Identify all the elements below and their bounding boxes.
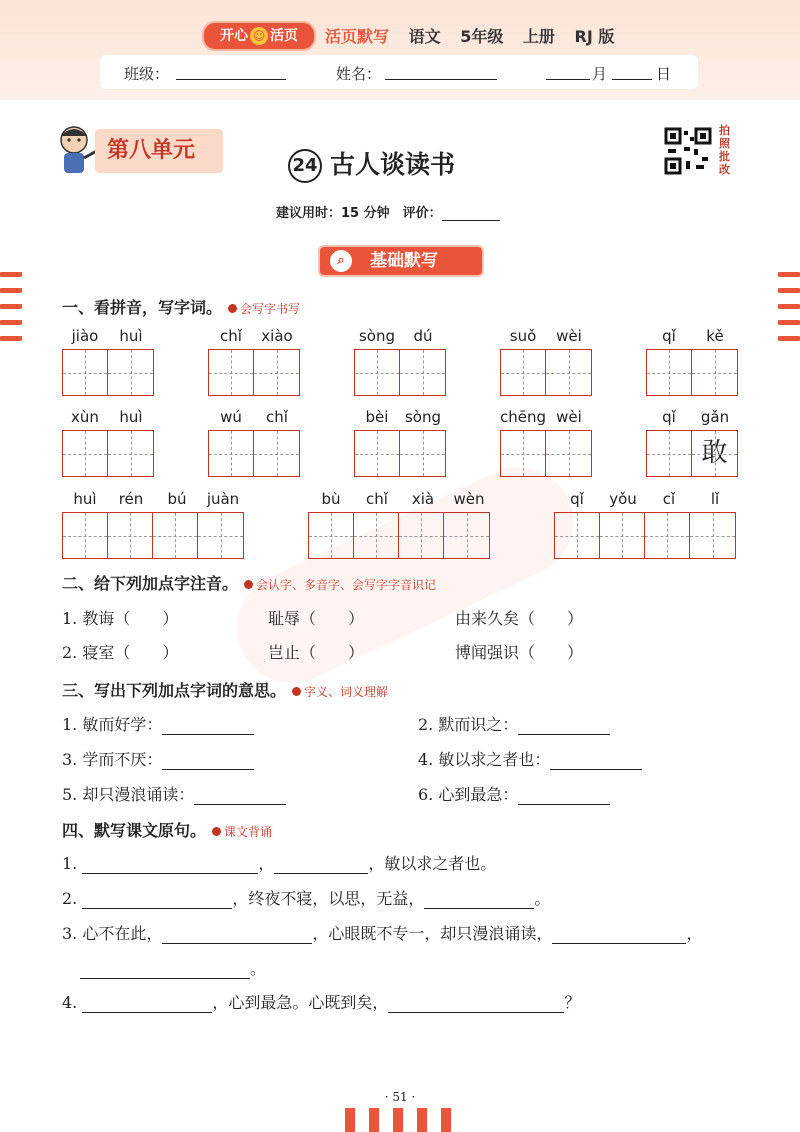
q3-title: 三、写出下列加点字词的意思。 字义、词义理解	[62, 681, 389, 700]
answer-blank[interactable]	[424, 890, 534, 909]
pinyin-label: xiào	[261, 327, 293, 345]
character-grid	[354, 430, 446, 477]
q2-item[interactable]: 岂止（ ）	[268, 643, 365, 662]
pinyin-label: huì	[119, 327, 143, 345]
pinyin-label: lǐ	[710, 490, 720, 508]
q1-tag: 会写字书写	[228, 302, 300, 316]
pinyin-label: sòng	[404, 408, 442, 426]
q2-item[interactable]: 耻辱（ ）	[268, 609, 365, 628]
q2-tag: 会认字、多音字、会写字字音识记	[244, 578, 436, 592]
section-badge: ⌕ 基础默写	[318, 245, 484, 277]
pinyin-label: wèi	[556, 327, 582, 345]
character-grid	[500, 349, 592, 396]
writing-cell[interactable]	[400, 350, 445, 395]
writing-cell[interactable]	[108, 350, 153, 395]
writing-cell[interactable]	[501, 431, 546, 476]
q4-line-3-cont: 。	[80, 956, 266, 979]
pinyin-label: chǐ	[266, 408, 288, 426]
writing-cell[interactable]	[254, 350, 299, 395]
writing-cell[interactable]	[444, 513, 489, 558]
writing-cell[interactable]	[355, 350, 400, 395]
writing-cell[interactable]	[63, 350, 108, 395]
character-grid	[554, 512, 736, 559]
writing-cell[interactable]	[400, 431, 445, 476]
series-info	[325, 24, 628, 47]
subject: 语文	[408, 27, 441, 46]
pinyin-label: huì	[119, 408, 143, 426]
student-info-bar	[100, 55, 698, 89]
edition: RJ 版	[574, 27, 615, 46]
pinyin-label: chēng	[500, 408, 547, 426]
name-field[interactable]	[385, 63, 497, 80]
q4-line-4: 4. ，心到最急。心既到矣， ？	[62, 993, 581, 1012]
writing-cell[interactable]	[399, 513, 444, 558]
pinyin-label: rén	[118, 490, 144, 508]
pinyin-label: chǐ	[220, 327, 242, 345]
pinyin-label: dú	[413, 327, 433, 345]
writing-cell[interactable]	[108, 513, 153, 558]
writing-cell[interactable]	[546, 350, 591, 395]
pinyin-label: bèi	[365, 408, 389, 426]
pinyin-label: wèi	[556, 408, 582, 426]
character-grid	[208, 349, 300, 396]
pinyin-label: bù	[321, 490, 341, 508]
brand-logo: 开心 ☺ 活页	[202, 21, 316, 51]
answer-blank[interactable]	[550, 751, 642, 770]
scan-to-grade-label: 拍照批改	[719, 124, 730, 176]
q4-line-3: 3. 心不在此， ，心眼既不专一，却只漫浪诵读， ，	[62, 924, 703, 943]
q2-item[interactable]: 1. 教诲（ ）	[62, 609, 179, 628]
writing-cell[interactable]	[309, 513, 354, 558]
q4-title: 四、默写课文原句。 课文背诵	[62, 821, 273, 840]
writing-cell[interactable]	[153, 513, 198, 558]
pinyin-label: suǒ	[509, 327, 537, 345]
left-margin-bars	[0, 272, 22, 352]
class-field[interactable]	[176, 63, 286, 80]
q3-item: 2. 默而识之：	[418, 712, 610, 735]
q2-item[interactable]: 2. 寝室（ ）	[62, 643, 179, 662]
writing-cell[interactable]	[209, 350, 254, 395]
answer-blank[interactable]	[388, 994, 564, 1013]
writing-cell[interactable]	[546, 431, 591, 476]
writing-cell[interactable]	[690, 513, 735, 558]
right-margin-bars	[778, 272, 800, 352]
suggested-time: 建议用时：15 分钟 评价：	[276, 202, 500, 221]
character-grid	[500, 430, 592, 477]
q3-tag: 字义、词义理解	[292, 685, 388, 699]
evaluation-field[interactable]	[442, 204, 500, 221]
writing-cell[interactable]	[209, 431, 254, 476]
pinyin-label: qǐ	[662, 327, 676, 345]
character-grid	[354, 349, 446, 396]
footer-bars	[345, 1108, 465, 1132]
q4-line-2: 2. ，终夜不寝，以思，无益， 。	[62, 889, 551, 908]
writing-cell[interactable]	[647, 431, 692, 476]
pinyin-label: huì	[73, 490, 97, 508]
q4-tag: 课文背诵	[212, 825, 272, 839]
answer-blank[interactable]	[82, 994, 212, 1013]
series-name: 活页默写	[325, 27, 390, 46]
writing-cell[interactable]	[501, 350, 546, 395]
answer-blank[interactable]	[518, 786, 610, 805]
pinyin-label: gǎn	[700, 408, 730, 426]
answer-blank[interactable]	[194, 786, 286, 805]
answer-blank[interactable]	[82, 890, 232, 909]
character-grid	[62, 349, 154, 396]
day-label: 日	[656, 65, 672, 83]
q2-item[interactable]: 由来久矣（ ）	[455, 609, 584, 628]
pinyin-label: sòng	[358, 327, 396, 345]
writing-cell[interactable]	[63, 431, 108, 476]
q3-item: 5. 却只漫浪诵读：	[62, 782, 286, 805]
q3-item: 6. 心到最急：	[418, 782, 610, 805]
q2-item[interactable]: 博闻强识（ ）	[455, 643, 584, 662]
page-number: · 51 ·	[384, 1090, 416, 1104]
character-grid	[646, 349, 738, 396]
lesson-title: 24 古人谈读书	[288, 145, 455, 183]
pinyin-label: wú	[220, 408, 242, 426]
pinyin-label: jiào	[71, 327, 99, 345]
answer-blank[interactable]	[80, 960, 250, 979]
pinyin-label: cǐ	[662, 490, 676, 508]
character-grid	[208, 430, 300, 477]
writing-cell[interactable]: 敢	[692, 431, 737, 476]
pinyin-label: kě	[706, 327, 724, 345]
q3-item: 4. 敏以求之者也：	[418, 747, 642, 770]
month-label: 月	[592, 65, 608, 83]
pinyin-label: yǒu	[609, 490, 637, 508]
day-field[interactable]	[612, 63, 652, 80]
writing-cell[interactable]	[355, 431, 400, 476]
writing-cell[interactable]	[63, 513, 108, 558]
answer-blank[interactable]	[82, 855, 258, 874]
pinyin-label: xià	[411, 490, 435, 508]
writing-cell[interactable]	[647, 350, 692, 395]
pinyin-label: qǐ	[662, 408, 676, 426]
writing-cell[interactable]	[108, 431, 153, 476]
writing-cell[interactable]	[692, 350, 737, 395]
answer-blank[interactable]	[552, 925, 686, 944]
class-label: 班级：	[124, 65, 170, 83]
month-field[interactable]	[546, 63, 590, 80]
qr-code-icon[interactable]	[664, 127, 712, 175]
character-grid	[308, 512, 490, 559]
pinyin-label: chǐ	[366, 490, 388, 508]
name-label: 姓名：	[336, 65, 382, 83]
answer-blank[interactable]	[274, 855, 368, 874]
writing-cell[interactable]	[555, 513, 600, 558]
writing-cell[interactable]	[645, 513, 690, 558]
answer-blank[interactable]	[162, 925, 312, 944]
pinyin-label: xùn	[71, 408, 99, 426]
writing-cell[interactable]	[254, 431, 299, 476]
magnifier-icon: ⌕	[330, 250, 352, 272]
character-grid	[646, 430, 738, 477]
q2-title: 二、给下列加点字注音。 会认字、多音字、会写字字音识记	[62, 574, 437, 593]
writing-cell[interactable]	[198, 513, 243, 558]
grade: 5年级	[460, 27, 504, 46]
answer-blank[interactable]	[162, 751, 254, 770]
answer-blank[interactable]	[162, 716, 254, 735]
character-grid	[62, 430, 154, 477]
pinyin-label: bú	[167, 490, 187, 508]
answer-blank[interactable]	[518, 716, 610, 735]
pinyin-label: juàn	[206, 490, 240, 508]
pinyin-label: qǐ	[570, 490, 584, 508]
writing-cell[interactable]	[600, 513, 645, 558]
q3-item: 1. 敏而好学：	[62, 712, 254, 735]
q1-title: 一、看拼音，写字词。 会写字书写	[62, 298, 301, 317]
lesson-number: 24	[288, 149, 322, 183]
q4-line-1: 1. ， ，敏以求之者也。	[62, 854, 497, 873]
character-grid	[62, 512, 244, 559]
volume: 上册	[522, 27, 555, 46]
q3-item: 3. 学而不厌：	[62, 747, 254, 770]
unit-badge: 第八单元	[95, 129, 223, 173]
pinyin-label: wèn	[453, 490, 485, 508]
writing-cell[interactable]	[354, 513, 399, 558]
